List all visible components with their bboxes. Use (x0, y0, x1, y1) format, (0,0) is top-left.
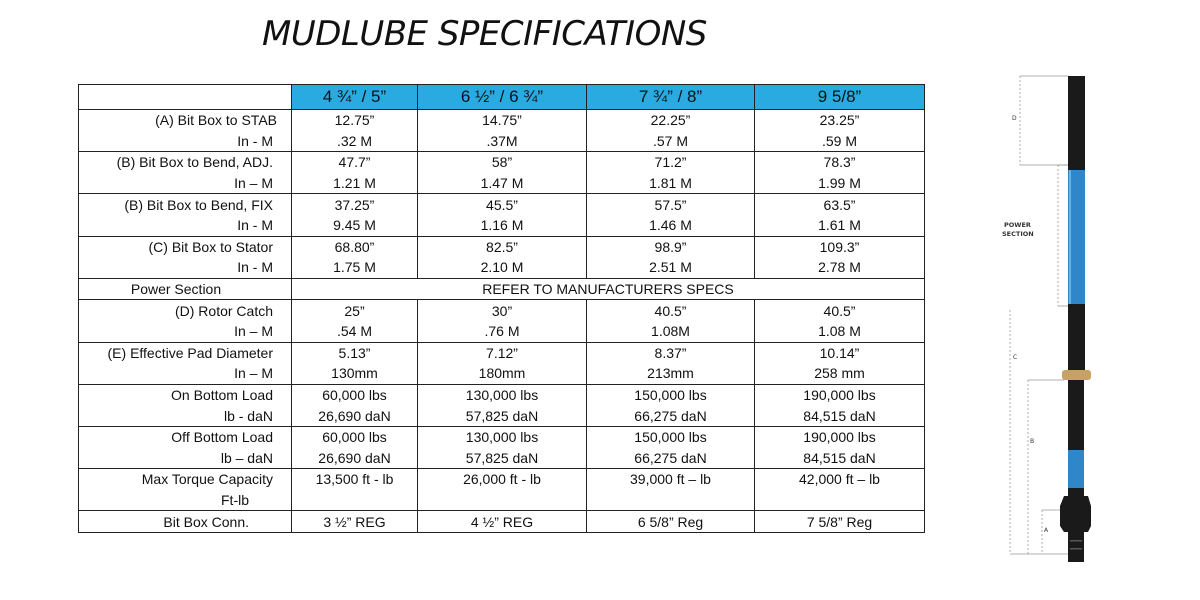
table-cell: 7.12” (418, 342, 587, 363)
table-row (79, 152, 925, 173)
table-cell: 57.5” (587, 194, 755, 215)
table-subrow (79, 490, 925, 511)
table-cell: 8.37” (587, 342, 755, 363)
table-cell: 150,000 lbs (587, 426, 755, 447)
table-cell: 109.3” (755, 236, 925, 257)
table-cell: 190,000 lbs (755, 384, 925, 405)
dimension-label-c: C (1013, 354, 1018, 361)
table-cell: 57,825 daN (418, 405, 587, 426)
table-subrow (79, 173, 925, 194)
table-cell: 258 mm (755, 363, 925, 384)
table-cell: 84,515 daN (755, 405, 925, 426)
table-cell (292, 490, 418, 511)
dimension-label-d: D (1012, 115, 1017, 122)
table-cell: 6 5/8” Reg (587, 511, 755, 533)
table-cell: 1.46 M (587, 215, 755, 236)
power-section-label-line2: SECTION (1002, 230, 1034, 238)
stabilizer-pad (1062, 370, 1091, 380)
table-cell: 98.9” (587, 236, 755, 257)
table-cell: 82.5” (418, 236, 587, 257)
table-cell: 60,000 lbs (292, 384, 418, 405)
table-row (79, 300, 925, 321)
row-label: Max Torque Capacity (79, 469, 292, 490)
power-section-row (79, 278, 925, 300)
table-cell: 1.99 M (755, 173, 925, 194)
table-cell (418, 490, 587, 511)
row-label: (B) Bit Box to Bend, ADJ. (79, 152, 292, 173)
table-row (79, 469, 925, 490)
table-cell: 7 5/8” Reg (755, 511, 925, 533)
row-label: Power Section (79, 278, 292, 300)
table-cell: .57 M (587, 131, 755, 152)
table-cell: 3 ½” REG (292, 511, 418, 533)
table-cell: 84,515 daN (755, 448, 925, 469)
table-cell: 66,275 daN (587, 448, 755, 469)
table-cell: .76 M (418, 321, 587, 342)
table-cell: 1.61 M (755, 215, 925, 236)
table-cell: 39,000 ft – lb (587, 469, 755, 490)
row-sublabel: In – M (79, 363, 292, 384)
specifications-table (78, 84, 925, 533)
table-cell: 26,000 ft - lb (418, 469, 587, 490)
tool-body (1060, 76, 1091, 562)
table-cell: .37M (418, 131, 587, 152)
column-header: 4 ¾” / 5” (292, 85, 418, 110)
table-cell: 30” (418, 300, 587, 321)
row-sublabel: lb – daN (79, 448, 292, 469)
table-cell: 13,500 ft - lb (292, 469, 418, 490)
table-cell: 213mm (587, 363, 755, 384)
mud-motor-diagram (990, 70, 1110, 570)
table-cell: 22.25” (587, 110, 755, 131)
table-cell: 60,000 lbs (292, 426, 418, 447)
row-label: Bit Box Conn. (79, 511, 292, 533)
table-cell: 180mm (418, 363, 587, 384)
table-cell: 190,000 lbs (755, 426, 925, 447)
dimension-label-a: A (1044, 527, 1049, 534)
row-label: (B) Bit Box to Bend, FIX (79, 194, 292, 215)
table-cell: 10.14” (755, 342, 925, 363)
dimension-label-b: B (1030, 438, 1035, 445)
row-sublabel: Ft-lb (79, 490, 292, 511)
row-sublabel: In - M (79, 131, 292, 152)
table-cell: 130,000 lbs (418, 426, 587, 447)
row-label: (A) Bit Box to STAB (79, 110, 292, 131)
table-cell: 57,825 daN (418, 448, 587, 469)
table-row (79, 194, 925, 215)
table-row (79, 426, 925, 447)
row-label: (E) Effective Pad Diameter (79, 342, 292, 363)
table-cell: .32 M (292, 131, 418, 152)
table-cell: 40.5” (587, 300, 755, 321)
table-cell: 130mm (292, 363, 418, 384)
table-cell: 9.45 M (292, 215, 418, 236)
table-cell: 40.5” (755, 300, 925, 321)
table-cell: 47.7” (292, 152, 418, 173)
row-label: (D) Rotor Catch (79, 300, 292, 321)
dimension-lines (1010, 76, 1068, 554)
table-cell: 1.47 M (418, 173, 587, 194)
row-label: On Bottom Load (79, 384, 292, 405)
column-header: 9 5/8” (755, 85, 925, 110)
table-cell: 68.80” (292, 236, 418, 257)
table-cell: .59 M (755, 131, 925, 152)
table-cell: 23.25” (755, 110, 925, 131)
table-cell: 1.08 M (755, 321, 925, 342)
table-cell (755, 490, 925, 511)
table-cell: 1.08M (587, 321, 755, 342)
table-cell: 2.10 M (418, 257, 587, 278)
table-subrow (79, 215, 925, 236)
page-title: MUDLUBE SPECIFICATIONS (262, 14, 707, 54)
table-cell (587, 490, 755, 511)
row-sublabel: In - M (79, 257, 292, 278)
table-cell: 1.21 M (292, 173, 418, 194)
row-sublabel: In - M (79, 215, 292, 236)
row-sublabel: In – M (79, 173, 292, 194)
table-subrow (79, 321, 925, 342)
power-section-label-line1: POWER (1004, 221, 1031, 229)
table-cell: 26,690 daN (292, 405, 418, 426)
table-cell: 58” (418, 152, 587, 173)
table-cell: 25” (292, 300, 418, 321)
table-cell: 42,000 ft – lb (755, 469, 925, 490)
row-label: (C) Bit Box to Stator (79, 236, 292, 257)
table-cell: 1.16 M (418, 215, 587, 236)
table-cell: 150,000 lbs (587, 384, 755, 405)
table-cell: 1.75 M (292, 257, 418, 278)
table-cell: 71.2” (587, 152, 755, 173)
table-subrow (79, 405, 925, 426)
table-row (79, 511, 925, 533)
table-cell: 5.13” (292, 342, 418, 363)
table-subrow (79, 131, 925, 152)
table-cell: 66,275 daN (587, 405, 755, 426)
table-cell: 63.5” (755, 194, 925, 215)
row-sublabel: lb - daN (79, 405, 292, 426)
row-label: Off Bottom Load (79, 426, 292, 447)
table-row (79, 384, 925, 405)
table-cell: 2.51 M (587, 257, 755, 278)
table-cell: 2.78 M (755, 257, 925, 278)
table-row (79, 110, 925, 131)
table-cell: 26,690 daN (292, 448, 418, 469)
column-header: 6 ½” / 6 ¾” (418, 85, 587, 110)
table-subrow (79, 448, 925, 469)
table-cell: 45.5” (418, 194, 587, 215)
table-cell: 1.81 M (587, 173, 755, 194)
table-subrow (79, 257, 925, 278)
row-sublabel: In – M (79, 321, 292, 342)
table-subrow (79, 363, 925, 384)
table-cell: 130,000 lbs (418, 384, 587, 405)
table-cell: 14.75” (418, 110, 587, 131)
table-row (79, 342, 925, 363)
table-cell: 4 ½” REG (418, 511, 587, 533)
table-cell: 12.75” (292, 110, 418, 131)
table-cell: 78.3” (755, 152, 925, 173)
table-cell: 37.25” (292, 194, 418, 215)
table-row (79, 236, 925, 257)
header-row (79, 85, 925, 110)
table-cell: .54 M (292, 321, 418, 342)
power-section-note: REFER TO MANUFACTURERS SPECS (292, 278, 925, 300)
column-header: 7 ¾” / 8” (587, 85, 755, 110)
header-corner-cell (79, 85, 292, 110)
